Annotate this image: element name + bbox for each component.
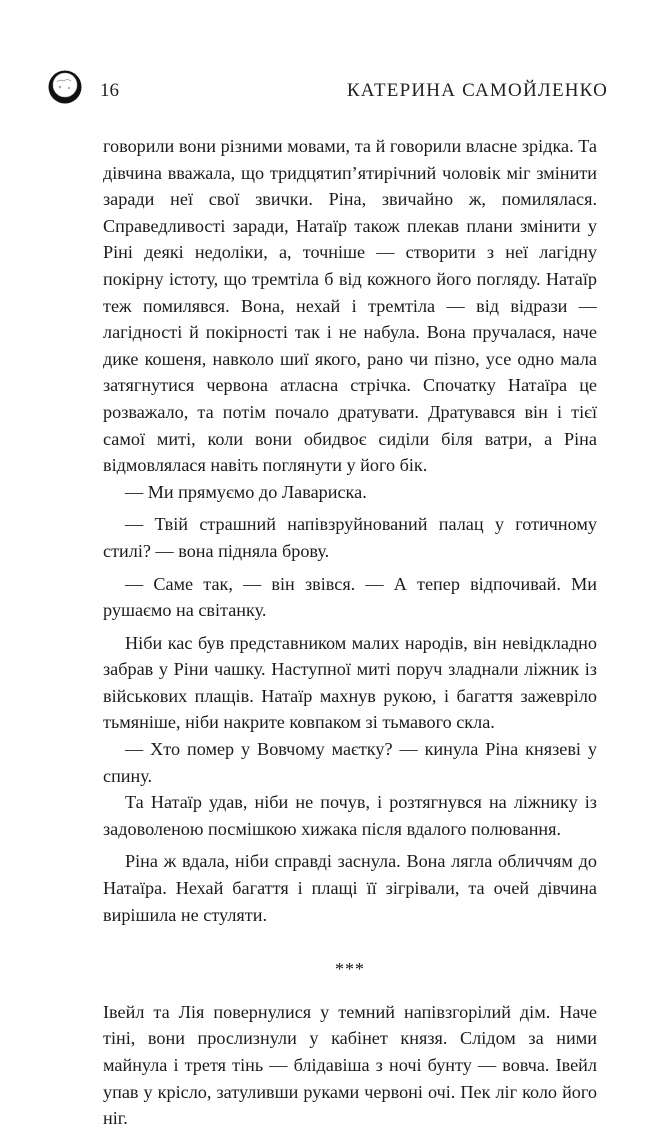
dialogue-line: — Хто помер у Вовчому маєтку? — кинула Ріна князеві у спину. [103,739,597,786]
running-head-author: КАТЕРИНА САМОЙЛЕНКО [346,80,608,101]
paragraph: Ріна ж вдала, ніби справді заснула. Вона лягла обличчям до Натаїра. Нехай багаття і плащі її зігрівали, та очей дівчина вирішила не стуляти. [103,851,597,925]
paragraph: говорили вони різними мовами, та й говорили власне зрідка. Та дівчина вважала, що тридцятип’ятирічний чоловік міг змінити заради неї свої звички. Ріна, звичайно ж, помилялася. Справедливості заради, Натаїр також плекав плани змінити у Ріні деякі недоліки, а, точніше — створити з неї лагідну покірну істоту, що тремтіла б від кожного його погляду. Натаїр теж помилявся. Вона, нехай і тремтіла — від відрази — лагідності й покірності так і не набула. Вона пручалася, наче дике кошеня, навколо шиї якого, рано чи пізно, усе одно мала затягнутися червона атласна стрічка. Спочатку Натаїра це розважало, та потім почало дратувати. Дратувався він і тієї самої миті, коли вони обидвоє сиділи біля ватри, а Ріна відмовлялася навіть поглянути у його бік. [103,136,597,476]
page-number: 16 [100,80,119,101]
paragraph: Ніби кас був представником малих народів, він невідкладно забрав у Ріни чашку. Наступної миті поруч зладнали ліжник із військових плащів. Натаїр махнув рукою, і багаття зажевріло тьмяніше, ніби накрите ковпаком зі тьмавого скла. [103,632,597,733]
page-header [48,70,608,110]
paragraph: Та Натаїр удав, ніби не почув, і розтягнувся на ліжнику із задоволеною посмішкою хижака після вдалого полювання. [103,792,597,839]
moon-phase-icon [48,70,82,104]
section-separator: *** [335,959,365,980]
page-body [103,133,597,1132]
dialogue-line: — Саме так, — він звівся. — А тепер відпочивай. Ми рушаємо на світанку. [103,573,597,621]
dialogue-line: — Твій страшний напівзруйнований палац у готичному стилі? — вона підняла брову. [103,514,597,561]
paragraph: Івейл та Лія повернулися у темний напівзгорілий дім. Наче тіні, вони прослизнули у кабінет князя. Слідом за ними майнула і третя тінь — блідавіша з ночі бунту — вовча. Івейл упав у крісло, затуливши руками червоні очі. Пек ліг коло його ніг. [103,1001,597,1129]
dialogue-line: — Ми прямуємо до Лавариска. [125,481,367,502]
